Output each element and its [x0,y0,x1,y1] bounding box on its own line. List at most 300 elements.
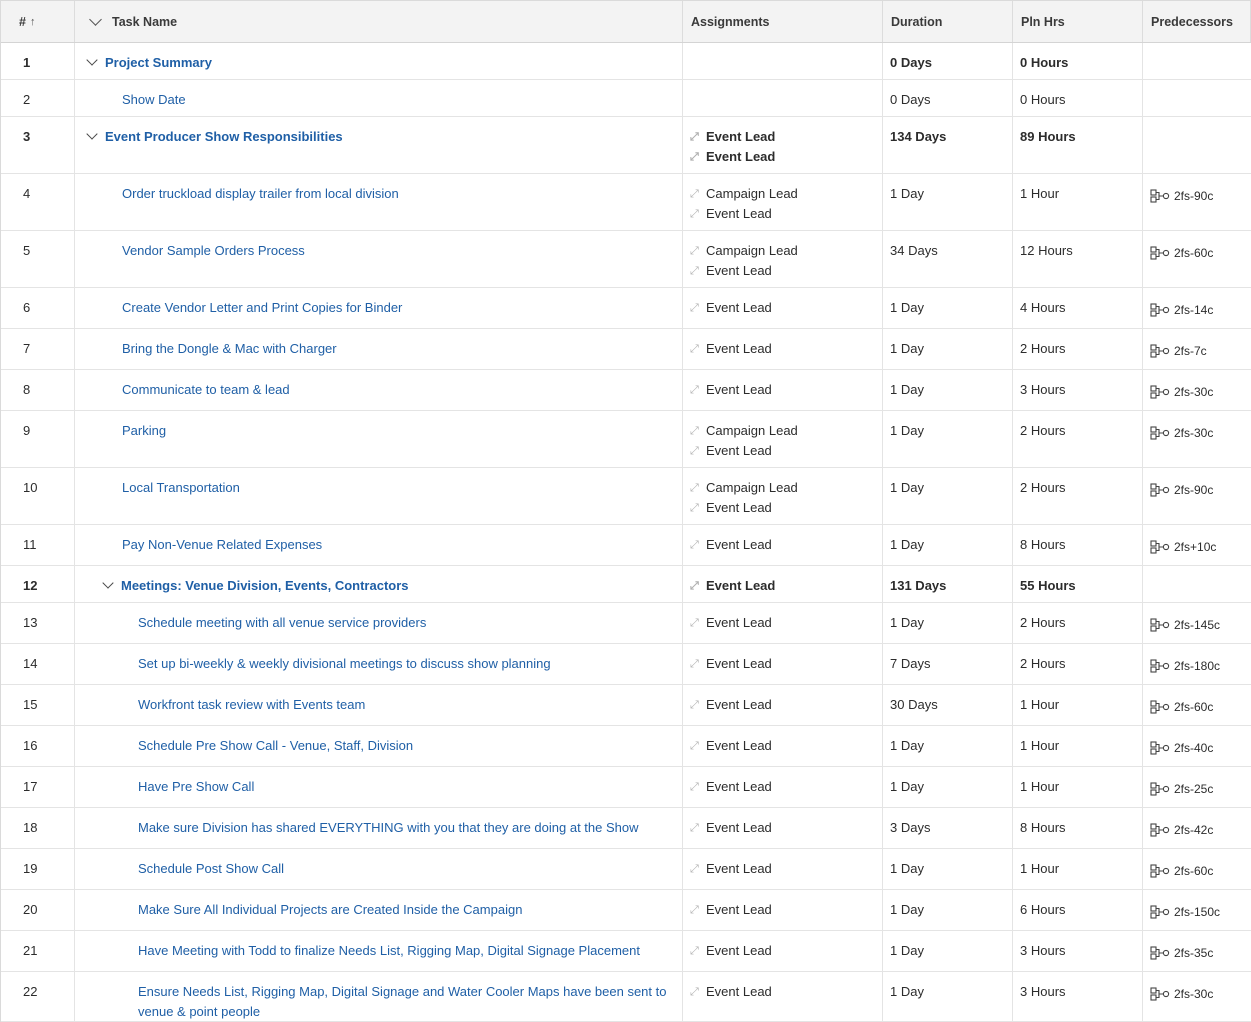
collapse-all-chevron-icon[interactable] [89,13,102,26]
task-name-link[interactable]: Local Transportation [122,480,240,495]
assignment-label: Event Lead [706,537,772,552]
task-name-cell[interactable] [75,43,683,79]
planned-hours-cell[interactable] [1013,329,1143,369]
dependency-icon [1150,246,1172,260]
predecessor-value: 2fs-30c [1174,987,1214,1001]
assignments-cell[interactable] [683,890,883,930]
grid-body [1,43,1251,1022]
assignment[interactable] [690,859,875,879]
duration-cell[interactable] [883,174,1013,230]
predecessors-cell[interactable] [1143,726,1251,766]
assignment-arrow-icon: ⤢ [690,904,699,916]
task-name-link[interactable]: Have Pre Show Call [138,779,255,794]
assignments-cell[interactable] [683,288,883,328]
assignment-arrow-icon: ⤢ [690,502,699,514]
task-number [1,644,75,684]
dependency-icon [1150,946,1172,960]
predecessors-cell[interactable] [1143,849,1251,889]
dependency-icon [1150,864,1172,878]
task-number [1,808,75,848]
assignment[interactable] [690,498,875,518]
assignment-label: Event Lead [706,149,776,164]
predecessors-cell[interactable] [1143,174,1251,230]
assignment-label: Event Lead [706,820,772,835]
predecessors-cell[interactable] [1143,43,1251,79]
predecessor-value: 2fs-60c [1174,246,1214,260]
task-row[interactable] [1,685,1251,726]
task-row[interactable] [1,808,1251,849]
column-header-task-name[interactable] [75,1,683,42]
predecessor-link[interactable] [1150,243,1244,263]
planned-hours-cell[interactable] [1013,80,1143,116]
assignment-arrow-icon: ⤢ [690,265,699,277]
dependency-icon [1150,385,1172,399]
assignments-cell[interactable] [683,644,883,684]
duration-cell[interactable] [883,644,1013,684]
assignment[interactable] [690,339,875,359]
assignment[interactable] [690,298,875,318]
dependency-icon [1150,987,1172,1001]
duration-value: 0 Days [890,55,932,70]
planned-hours-cell[interactable] [1013,117,1143,173]
task-name-link[interactable]: Set up bi-weekly & weekly divisional meetings to discuss show planning [138,656,551,671]
assignment-label: Event Lead [706,382,772,397]
predecessor-value: 2fs-35c [1174,946,1214,960]
predecessor-value: 2fs-30c [1174,385,1214,399]
assignments-cell[interactable] [683,329,883,369]
assignment-arrow-icon: ⤢ [690,384,699,396]
duration-cell[interactable] [883,931,1013,971]
planned-hours-cell[interactable] [1013,849,1143,889]
sort-ascending-icon[interactable]: ↑ [29,15,36,28]
task-number [1,685,75,725]
assignment[interactable] [690,147,875,167]
task-name-cell[interactable] [75,603,683,643]
assignments-cell[interactable] [683,411,883,467]
assignment-label: Event Lead [706,779,772,794]
duration-cell[interactable] [883,43,1013,79]
predecessors-cell[interactable] [1143,972,1251,1021]
assignments-cell[interactable] [683,726,883,766]
assignments-cell[interactable] [683,468,883,524]
assignment[interactable] [690,441,875,461]
predecessors-cell[interactable] [1143,566,1251,602]
column-header-duration[interactable] [883,1,1013,42]
task-row[interactable] [1,411,1251,468]
task-number-label: 10 [23,480,38,495]
task-name-cell[interactable] [75,644,683,684]
assignment[interactable] [690,127,875,147]
assignment[interactable] [690,613,875,633]
planned-hours-cell[interactable] [1013,685,1143,725]
predecessor-link[interactable] [1150,423,1244,443]
predecessors-cell[interactable] [1143,644,1251,684]
collapse-chevron-icon[interactable] [86,128,97,139]
predecessor-link[interactable] [1150,943,1244,963]
duration-cell[interactable] [883,329,1013,369]
task-row[interactable] [1,890,1251,931]
assignment-label: Event Lead [706,206,772,221]
predecessor-value: 2fs-14c [1174,303,1214,317]
assignment-arrow-icon: ⤢ [690,580,699,592]
task-number [1,329,75,369]
predecessors-cell[interactable] [1143,370,1251,410]
task-number [1,566,75,602]
predecessor-link[interactable] [1150,480,1244,500]
task-name-link[interactable]: Meetings: Venue Division, Events, Contractors [121,578,409,593]
planned-hours-cell[interactable] [1013,566,1143,602]
assignment-label: Event Lead [706,500,772,515]
task-row[interactable] [1,603,1251,644]
duration-cell[interactable] [883,411,1013,467]
predecessors-cell[interactable] [1143,117,1251,173]
column-header-number[interactable] [1,1,75,42]
task-name-link[interactable]: Order truckload display trailer from local division [122,186,399,201]
planned-hours-value: 8 Hours [1020,537,1066,552]
assignment[interactable] [690,478,875,498]
task-row[interactable] [1,468,1251,525]
duration-cell[interactable] [883,972,1013,1021]
assignment[interactable] [690,421,875,441]
duration-value: 1 Day [890,382,924,397]
task-row[interactable] [1,566,1251,603]
task-name-link[interactable]: Ensure Needs List, Rigging Map, Digital Signage and Water Cooler Maps have been sent to venue & point people [138,984,667,1019]
assignments-cell[interactable] [683,808,883,848]
predecessor-value: 2fs-90c [1174,189,1214,203]
task-name-cell[interactable] [75,525,683,565]
predecessor-link[interactable] [1150,820,1244,840]
task-row[interactable] [1,644,1251,685]
task-name-link[interactable]: Have Meeting with Todd to finalize Needs List, Rigging Map, Digital Signage Placement [138,943,640,958]
column-header-task-name-label: Task Name [112,14,178,29]
planned-hours-value: 3 Hours [1020,943,1066,958]
task-number-label: 11 [23,537,37,552]
planned-hours-cell[interactable] [1013,370,1143,410]
predecessors-cell[interactable] [1143,685,1251,725]
task-number [1,849,75,889]
task-name-link[interactable]: Make sure Division has shared EVERYTHING with you that they are doing at the Show [138,820,639,835]
duration-value: 1 Day [890,615,924,630]
predecessor-link[interactable] [1150,697,1244,717]
assignment[interactable] [690,941,875,961]
task-name-cell[interactable] [75,890,683,930]
assignment[interactable] [690,380,875,400]
task-number [1,603,75,643]
duration-value: 7 Days [890,656,931,671]
assignment[interactable] [690,982,875,1002]
planned-hours-cell[interactable] [1013,231,1143,287]
planned-hours-cell[interactable] [1013,890,1143,930]
assignment-arrow-icon: ⤢ [690,482,699,494]
predecessor-link[interactable] [1150,341,1244,361]
duration-value: 1 Day [890,341,924,356]
task-name-cell[interactable] [75,411,683,467]
duration-value: 1 Day [890,300,924,315]
task-number-label: 20 [23,902,38,917]
predecessors-cell[interactable] [1143,931,1251,971]
predecessors-cell[interactable] [1143,603,1251,643]
duration-value: 134 Days [890,129,947,144]
duration-cell[interactable] [883,603,1013,643]
collapse-chevron-icon[interactable] [102,577,113,588]
task-name-cell[interactable] [75,931,683,971]
predecessors-cell[interactable] [1143,231,1251,287]
duration-cell[interactable] [883,767,1013,807]
predecessor-link[interactable] [1150,186,1244,206]
duration-cell[interactable] [883,231,1013,287]
task-row[interactable] [1,288,1251,329]
column-header-predecessors[interactable] [1143,1,1251,42]
duration-value: 1 Day [890,186,924,201]
assignments-cell[interactable] [683,231,883,287]
duration-cell[interactable] [883,288,1013,328]
planned-hours-cell[interactable] [1013,931,1143,971]
assignment-arrow-icon: ⤢ [690,863,699,875]
task-name-link[interactable]: Make Sure All Individual Projects are Created Inside the Campaign [138,902,523,917]
assignment[interactable] [690,777,875,797]
predecessors-cell[interactable] [1143,525,1251,565]
assignments-cell[interactable] [683,603,883,643]
assignments-cell[interactable] [683,370,883,410]
assignments-cell[interactable] [683,931,883,971]
predecessor-link[interactable] [1150,861,1244,881]
assignment[interactable] [690,818,875,838]
task-name-link[interactable]: Pay Non-Venue Related Expenses [122,537,323,552]
task-name-cell[interactable] [75,849,683,889]
duration-value: 131 Days [890,578,947,593]
predecessors-cell[interactable] [1143,329,1251,369]
assignment-label: Event Lead [706,129,776,144]
column-header-pln-hrs-label: Pln Hrs [1021,14,1065,29]
task-name-link[interactable]: Schedule Pre Show Call - Venue, Staff, Division [138,738,414,753]
predecessor-link[interactable] [1150,656,1244,676]
task-name-link[interactable]: Project Summary [105,55,212,70]
predecessor-link[interactable] [1150,300,1244,320]
assignment-label: Event Lead [706,984,772,999]
assignment-label: Event Lead [706,300,772,315]
task-name-cell[interactable] [75,808,683,848]
task-name-cell[interactable] [75,329,683,369]
task-name-link[interactable]: Communicate to team & lead [122,382,290,397]
dependency-icon [1150,700,1172,714]
task-row[interactable] [1,174,1251,231]
predecessor-link[interactable] [1150,984,1244,1004]
task-number-label: 6 [23,300,31,315]
predecessors-cell[interactable] [1143,468,1251,524]
task-row[interactable] [1,329,1251,370]
task-name-cell[interactable] [75,468,683,524]
predecessor-link[interactable] [1150,738,1244,758]
assignment-label: Event Lead [706,697,772,712]
planned-hours-cell[interactable] [1013,603,1143,643]
assignment-arrow-icon: ⤢ [690,445,699,457]
task-row[interactable] [1,370,1251,411]
task-row[interactable] [1,972,1251,1022]
planned-hours-value: 3 Hours [1020,984,1066,999]
column-header-pln-hrs[interactable] [1013,1,1143,42]
task-row[interactable] [1,231,1251,288]
task-row[interactable] [1,80,1251,117]
predecessor-link[interactable] [1150,537,1244,557]
planned-hours-cell[interactable] [1013,972,1143,1021]
assignments-cell[interactable] [683,685,883,725]
assignment-arrow-icon: ⤢ [690,539,699,551]
duration-cell[interactable] [883,468,1013,524]
assignment-label: Event Lead [706,861,772,876]
assignments-cell[interactable] [683,174,883,230]
task-name-cell[interactable] [75,767,683,807]
duration-cell[interactable] [883,566,1013,602]
task-row[interactable] [1,117,1251,174]
assignments-cell[interactable] [683,117,883,173]
assignment[interactable] [690,261,875,281]
assignment-label: Campaign Lead [706,480,798,495]
assignment[interactable] [690,576,875,596]
assignment[interactable] [690,900,875,920]
assignments-cell[interactable] [683,972,883,1021]
planned-hours-value: 1 Hour [1020,697,1060,712]
duration-cell[interactable] [883,808,1013,848]
assignment-arrow-icon: ⤢ [690,658,699,670]
predecessors-cell[interactable] [1143,411,1251,467]
task-name-cell[interactable] [75,174,683,230]
duration-value: 30 Days [890,697,938,712]
predecessor-value: 2fs-60c [1174,864,1214,878]
task-number [1,972,75,1021]
predecessors-cell[interactable] [1143,288,1251,328]
task-number [1,117,75,173]
collapse-chevron-icon[interactable] [86,54,97,65]
task-name-link[interactable]: Parking [122,423,167,438]
duration-cell[interactable] [883,525,1013,565]
task-name-cell[interactable] [75,972,683,1021]
planned-hours-cell[interactable] [1013,411,1143,467]
duration-value: 1 Day [890,738,924,753]
assignments-cell[interactable] [683,80,883,116]
predecessors-cell[interactable] [1143,808,1251,848]
planned-hours-value: 3 Hours [1020,382,1066,397]
assignment-label: Event Lead [706,263,772,278]
task-row[interactable] [1,767,1251,808]
assignment[interactable] [690,204,875,224]
duration-cell[interactable] [883,117,1013,173]
duration-cell[interactable] [883,849,1013,889]
dependency-icon [1150,344,1172,358]
planned-hours-cell[interactable] [1013,808,1143,848]
column-header-duration-label: Duration [891,14,943,29]
assignments-cell[interactable] [683,525,883,565]
task-name-cell[interactable] [75,288,683,328]
assignment-arrow-icon: ⤢ [690,245,699,257]
predecessors-cell[interactable] [1143,767,1251,807]
assignment-arrow-icon: ⤢ [690,945,699,957]
task-row[interactable] [1,43,1251,80]
task-number [1,231,75,287]
task-name-cell[interactable] [75,80,683,116]
task-name-link[interactable]: Event Producer Show Responsibilities [105,129,343,144]
task-name-cell[interactable] [75,726,683,766]
assignments-cell[interactable] [683,849,883,889]
task-name-cell[interactable] [75,566,683,602]
task-name-link[interactable]: Workfront task review with Events team [138,697,366,712]
planned-hours-value: 1 Hour [1020,861,1060,876]
assignment[interactable] [690,535,875,555]
assignment-label: Event Lead [706,738,772,753]
predecessor-link[interactable] [1150,382,1244,402]
planned-hours-cell[interactable] [1013,43,1143,79]
dependency-icon [1150,905,1172,919]
assignment-label: Event Lead [706,902,772,917]
assignment[interactable] [690,184,875,204]
planned-hours-cell[interactable] [1013,767,1143,807]
assignment[interactable] [690,241,875,261]
task-row[interactable] [1,849,1251,890]
assignment[interactable] [690,736,875,756]
planned-hours-cell[interactable] [1013,174,1143,230]
planned-hours-cell[interactable] [1013,726,1143,766]
dependency-icon [1150,782,1172,796]
planned-hours-cell[interactable] [1013,468,1143,524]
predecessors-cell[interactable] [1143,80,1251,116]
task-name-link[interactable]: Create Vendor Letter and Print Copies for Binder [122,300,403,315]
dependency-icon [1150,540,1172,554]
task-row[interactable] [1,931,1251,972]
task-name-link[interactable]: Show Date [122,92,186,107]
planned-hours-value: 55 Hours [1020,578,1076,593]
task-name-cell[interactable] [75,685,683,725]
task-row[interactable] [1,525,1251,566]
task-name-cell[interactable] [75,370,683,410]
task-name-cell[interactable] [75,117,683,173]
assignment[interactable] [690,695,875,715]
predecessor-link[interactable] [1150,779,1244,799]
assignment-arrow-icon: ⤢ [690,822,699,834]
assignment[interactable] [690,654,875,674]
planned-hours-value: 2 Hours [1020,423,1066,438]
assignment-label: Event Lead [706,578,776,593]
planned-hours-cell[interactable] [1013,288,1143,328]
dependency-icon [1150,303,1172,317]
assignment-label: Event Lead [706,443,772,458]
assignments-cell[interactable] [683,566,883,602]
task-name-link[interactable]: Vendor Sample Orders Process [122,243,305,258]
duration-cell[interactable] [883,890,1013,930]
planned-hours-cell[interactable] [1013,644,1143,684]
duration-cell[interactable] [883,370,1013,410]
task-name-cell[interactable] [75,231,683,287]
duration-cell[interactable] [883,685,1013,725]
predecessors-cell[interactable] [1143,890,1251,930]
task-number-label: 22 [23,984,38,999]
task-row[interactable] [1,726,1251,767]
task-name-link[interactable]: Schedule meeting with all venue service providers [138,615,427,630]
predecessor-link[interactable] [1150,902,1244,922]
predecessor-value: 2fs-42c [1174,823,1214,837]
task-name-link[interactable]: Bring the Dongle & Mac with Charger [122,341,337,356]
duration-cell[interactable] [883,726,1013,766]
task-number [1,411,75,467]
duration-cell[interactable] [883,80,1013,116]
assignments-cell[interactable] [683,43,883,79]
planned-hours-cell[interactable] [1013,525,1143,565]
assignments-cell[interactable] [683,767,883,807]
column-header-number-label: # [19,14,26,29]
predecessor-link[interactable] [1150,615,1244,635]
column-header-assignments[interactable] [683,1,883,42]
predecessor-value: 2fs+10c [1174,540,1217,554]
planned-hours-value: 2 Hours [1020,341,1066,356]
task-name-link[interactable]: Schedule Post Show Call [138,861,284,876]
